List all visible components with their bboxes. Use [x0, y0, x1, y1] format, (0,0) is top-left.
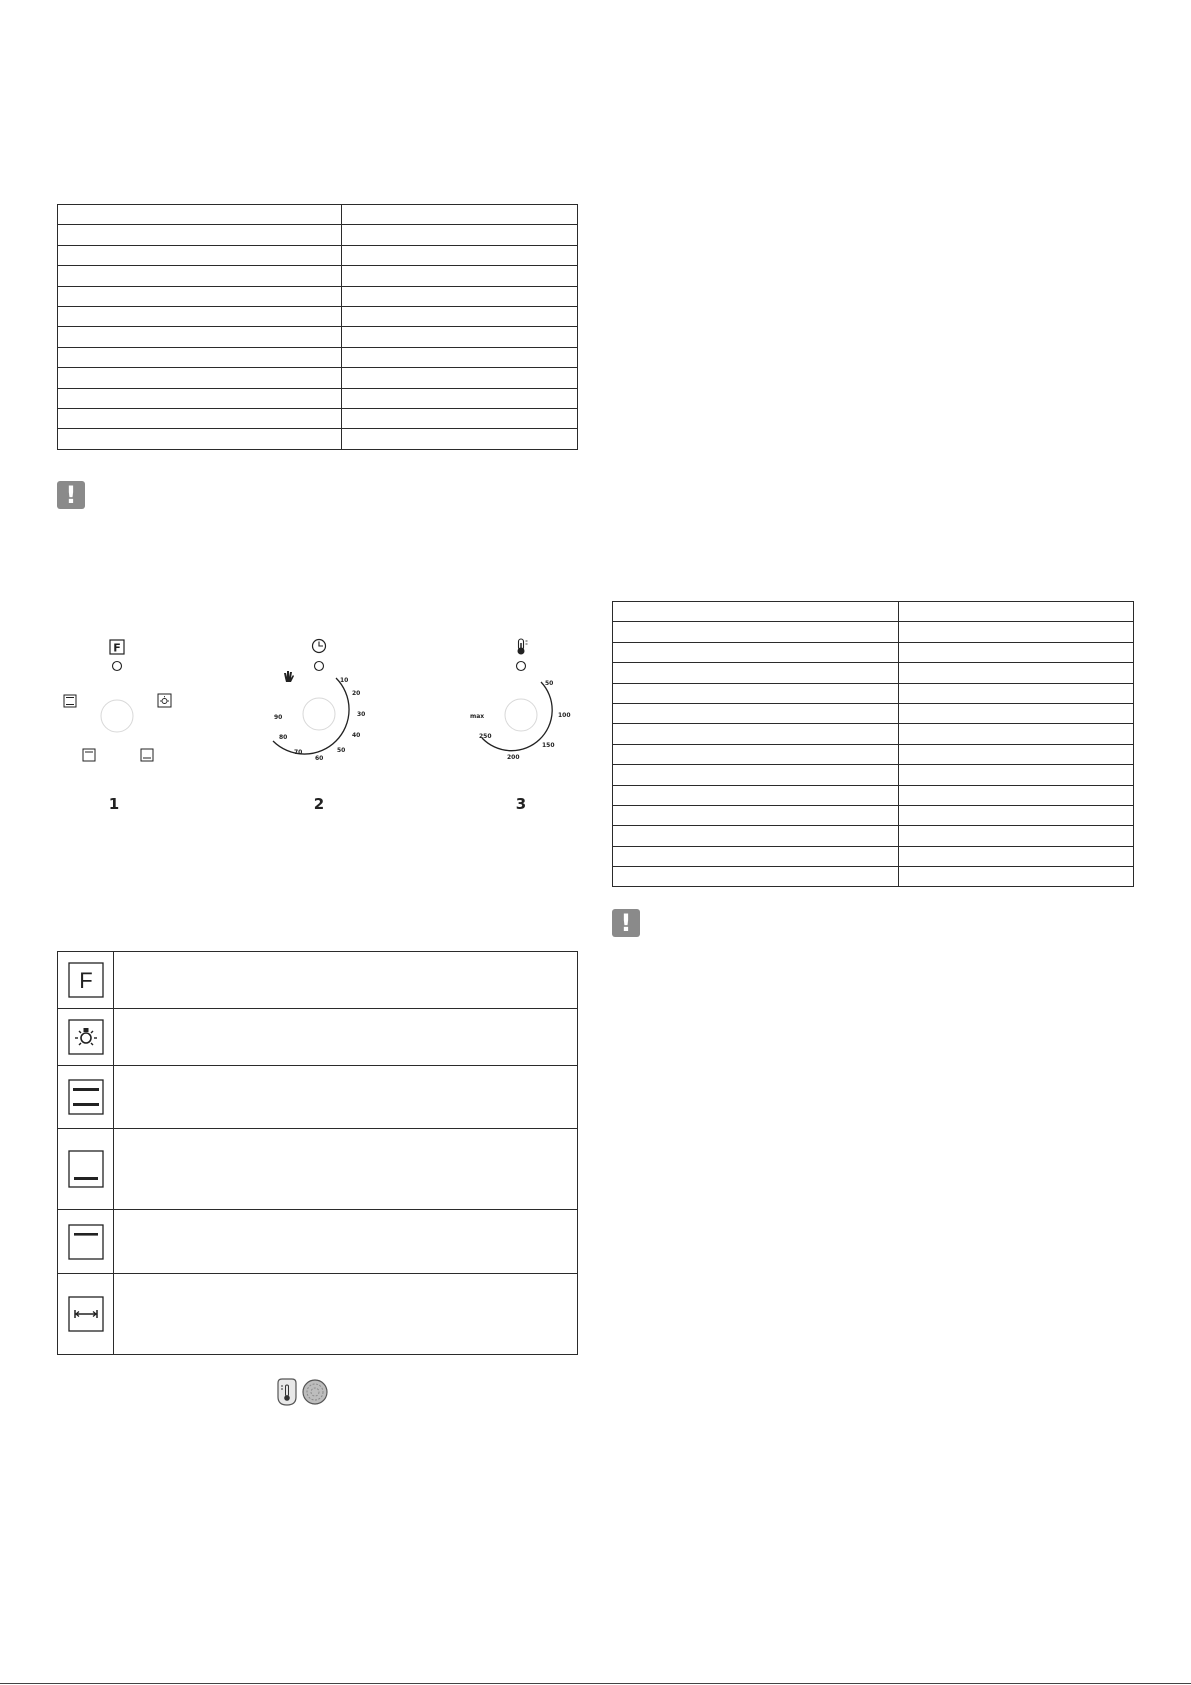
function-table — [57, 951, 578, 1355]
svg-text:F: F — [113, 641, 121, 655]
table-cell-value — [899, 642, 1134, 662]
top-heat-icon — [68, 1224, 104, 1260]
svg-text:90: 90 — [274, 714, 283, 721]
table-row — [58, 347, 578, 367]
table-row — [58, 388, 578, 408]
svg-text:10: 10 — [340, 677, 349, 684]
svg-text:60: 60 — [315, 755, 324, 762]
table-cell-value — [342, 306, 578, 326]
table-cell-value — [899, 663, 1134, 683]
table-cell-label — [613, 602, 899, 622]
table-cell-label — [58, 205, 342, 225]
svg-text:100: 100 — [558, 712, 571, 719]
table-row — [613, 602, 1134, 622]
table-row — [58, 266, 578, 286]
indicator-light-icon — [315, 662, 324, 671]
table-row — [58, 327, 578, 347]
function-row — [58, 1274, 578, 1355]
table-cell-value — [342, 205, 578, 225]
svg-text:200: 200 — [507, 754, 520, 761]
bottom-heat-icon — [68, 1150, 104, 1188]
table-cell-label — [58, 408, 342, 428]
table-cell-value — [899, 724, 1134, 744]
knob-3 — [470, 639, 571, 813]
table-cell-label — [613, 642, 899, 662]
table-cell-value — [342, 225, 578, 245]
table-cell-value — [342, 408, 578, 428]
table-cell-label — [58, 388, 342, 408]
svg-text:70: 70 — [294, 749, 303, 756]
temperature-scale-arc — [482, 682, 552, 751]
spec-table-left — [57, 204, 578, 450]
table-cell-label — [613, 724, 899, 744]
table-cell-value — [342, 368, 578, 388]
clock-icon — [313, 640, 326, 653]
function-description-cell — [114, 1129, 578, 1210]
function-description-cell — [114, 1009, 578, 1066]
function-description-cell — [114, 952, 578, 1009]
fan-function-icon — [68, 962, 104, 998]
table-cell-label — [58, 347, 342, 367]
table-row — [613, 703, 1134, 723]
top-bottom-heat-icon — [64, 695, 76, 707]
function-icon-cell — [58, 1210, 114, 1274]
function-icon-cell — [58, 1129, 114, 1210]
top-heat-icon — [83, 749, 95, 761]
table-row — [613, 663, 1134, 683]
svg-text:max: max — [470, 713, 485, 720]
knob-1 — [64, 640, 171, 813]
bottom-heat-icon — [141, 749, 153, 761]
svg-text:50: 50 — [337, 747, 346, 754]
table-row — [58, 225, 578, 245]
table-row — [58, 245, 578, 265]
bottom-icons — [275, 1378, 331, 1406]
function-icon-cell — [58, 1066, 114, 1129]
table-cell-value — [342, 245, 578, 265]
warning-exclamation-icon — [612, 909, 640, 937]
temperature-scale-labels — [470, 680, 571, 761]
table-row — [58, 408, 578, 428]
function-icon-cell — [58, 1274, 114, 1355]
top-bottom-heat-icon — [68, 1079, 104, 1115]
spec-table-right — [612, 601, 1134, 887]
oven-light-icon — [158, 694, 171, 707]
svg-text:F: F — [78, 968, 93, 993]
table-cell-value — [899, 622, 1134, 642]
table-row — [613, 642, 1134, 662]
table-cell-value — [899, 785, 1134, 805]
thermostat-icon — [278, 1379, 296, 1405]
svg-text:150: 150 — [542, 742, 555, 749]
grill-icon — [68, 1296, 104, 1332]
table-row — [613, 846, 1134, 866]
function-icon-cell — [58, 952, 114, 1009]
table-cell-value — [899, 846, 1134, 866]
table-cell-value — [342, 347, 578, 367]
knob-2 — [273, 640, 365, 814]
table-cell-label — [613, 826, 899, 846]
table-row — [58, 429, 578, 449]
table-cell-label — [613, 622, 899, 642]
function-row — [58, 952, 578, 1009]
exclamation-glyph: ! — [620, 909, 632, 937]
table-row — [613, 724, 1134, 744]
control-knobs-diagram — [40, 625, 580, 825]
svg-text:30: 30 — [357, 711, 366, 718]
table-cell-label — [58, 245, 342, 265]
table-cell-label — [613, 683, 899, 703]
table-cell-value — [899, 826, 1134, 846]
table-cell-label — [58, 266, 342, 286]
table-cell-label — [613, 663, 899, 683]
function-row — [58, 1066, 578, 1129]
function-row — [58, 1009, 578, 1066]
footer-rule — [0, 1683, 1191, 1684]
table-cell-label — [613, 785, 899, 805]
table-cell-value — [899, 744, 1134, 764]
table-row — [613, 826, 1134, 846]
indicator-light-icon — [517, 662, 526, 671]
table-row — [613, 683, 1134, 703]
table-row — [613, 805, 1134, 825]
table-cell-value — [342, 327, 578, 347]
table-row — [613, 744, 1134, 764]
function-row — [58, 1129, 578, 1210]
function-icon-cell — [58, 1009, 114, 1066]
exclamation-glyph: ! — [65, 481, 77, 509]
table-cell-label — [58, 368, 342, 388]
table-row — [613, 785, 1134, 805]
table-cell-label — [613, 867, 899, 887]
function-description-cell — [114, 1066, 578, 1129]
table-cell-value — [342, 388, 578, 408]
table-cell-label — [58, 429, 342, 449]
table-cell-value — [899, 602, 1134, 622]
table-cell-label — [613, 703, 899, 723]
oven-light-icon — [68, 1019, 104, 1055]
table-row — [613, 622, 1134, 642]
warning-exclamation-icon — [57, 481, 85, 509]
hand-icon — [284, 671, 294, 682]
indicator-light-icon — [113, 662, 122, 671]
table-cell-value — [899, 683, 1134, 703]
defrost-icon — [303, 1380, 327, 1404]
table-row — [58, 205, 578, 225]
table-row — [613, 867, 1134, 887]
knob-3-dial[interactable] — [505, 699, 537, 731]
knob-3-number: 3 — [515, 795, 527, 813]
knob-1-dial[interactable] — [101, 700, 133, 732]
table-row — [58, 306, 578, 326]
table-cell-label — [58, 327, 342, 347]
thermometer-icon — [518, 639, 528, 655]
table-cell-label — [613, 805, 899, 825]
table-row — [58, 368, 578, 388]
timer-scale-arc — [273, 678, 349, 754]
knob-2-dial[interactable] — [303, 698, 335, 730]
table-row — [58, 286, 578, 306]
svg-text:20: 20 — [352, 690, 361, 697]
table-cell-label — [613, 846, 899, 866]
svg-text:80: 80 — [279, 734, 288, 741]
timer-scale-labels — [274, 677, 365, 762]
table-cell-label — [613, 765, 899, 785]
knob-2-number: 2 — [313, 795, 325, 813]
table-cell-value — [899, 805, 1134, 825]
svg-text:40: 40 — [352, 732, 361, 739]
table-cell-label — [613, 744, 899, 764]
function-row — [58, 1210, 578, 1274]
function-description-cell — [114, 1274, 578, 1355]
svg-text:250: 250 — [479, 733, 492, 740]
table-cell-value — [342, 266, 578, 286]
table-cell-label — [58, 286, 342, 306]
table-cell-value — [342, 286, 578, 306]
svg-text:50: 50 — [545, 680, 554, 687]
function-description-cell — [114, 1210, 578, 1274]
table-cell-label — [58, 225, 342, 245]
table-cell-value — [899, 765, 1134, 785]
fan-function-icon — [110, 640, 124, 655]
table-cell-value — [899, 867, 1134, 887]
table-row — [613, 765, 1134, 785]
table-cell-value — [899, 703, 1134, 723]
knob-1-number: 1 — [108, 795, 120, 813]
table-cell-value — [342, 429, 578, 449]
table-cell-label — [58, 306, 342, 326]
